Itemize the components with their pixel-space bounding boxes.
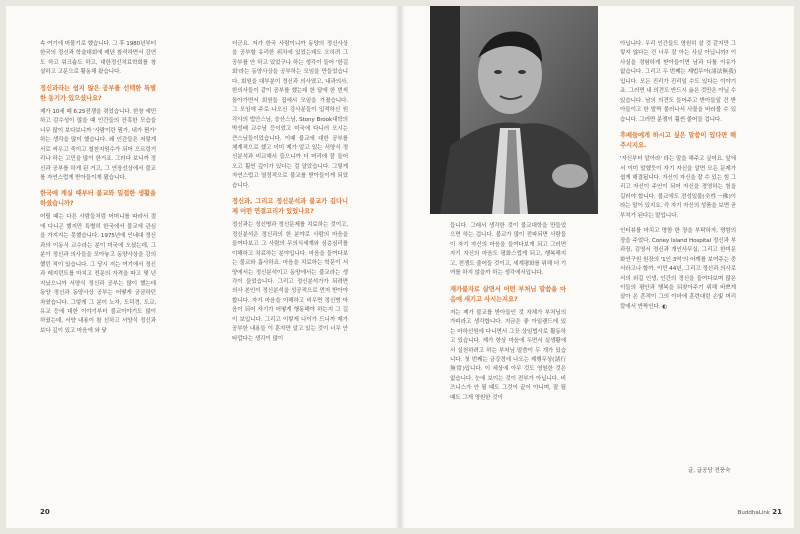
text-column-2 xyxy=(232,40,348,350)
paragraph: 듭니다. 그래서 생각한 것이 불교대학을 만들었으면 하는 겁니다. 불교가 많이 전파되면 사람들이 자기 자신의 마음을 들여다보게 되고 그러면 자기 자신의 마음도 평화스럽게 되고, 행복해지고, 전쟁도 줄어들 것이고, 세계평화를 위해 더 기여를 하지 않을까 하는 생각에서입니다. xyxy=(450,223,566,277)
left-page-number: 20 xyxy=(40,508,50,516)
paragraph xyxy=(620,227,736,312)
closing-paragraph: 인터뷰를 마치고 명함 한 장을 부탁하자, 명함의 장을 주었다. Coney Island Hospital 정신과 부과장, 김영서 정신과 개인사무실, 그리고 한미문화연구원 원장의 '1인 3역'의 어깨를 보여주는 중 서라고나 할까. 이민 44년, 그리고 정신과 의사로서의 외길 인생, 인간의 정신을 들여다보며 많은 이들의 평안과 행복을 되찾아주기 위해 바쁘게 살아 온 흔적이 그의 이마에 훈련대린 손빛 머리칼에서 반짝인다. xyxy=(620,228,736,310)
paragraph: 저는 제가 불교를 받아들인 것 자체가 부처님의 가피라고 생각합니다. 지금은 좋 아일랜드에 있는 마하선원에 다니면서 그곳 상임법사로 활동하고 있습니다. 제가 항상 마음에 두면서 실생활에서 실천하려고 하는 부처님 말씀이 두 개가 있습니다. 첫 번째는 금강경에 나오는 제행무상(諸行無常)입니다. 이 세상에 아무 것도 영원한 것은 없습니다. 눈에 보이는 것이 전부가 아닙니다. 비즈니스가 안 될 때도 그것이 끝이 아니며, 잘 될 때도 그게 영원한 것이 xyxy=(450,309,566,401)
paragraph: 속 여기에 머물기로 했습니다. 그 후 1980년부터 한국의 정신과 학술대회에 매년 참석하면서 강연도 하고 워크숍도 하고, 대한정신치료학회를 창설하고 고문으로 활동해 왔습니다. xyxy=(40,41,156,76)
text-column-3 xyxy=(450,222,566,409)
interview-question: 재가불자로 살면서 어떤 부처님 말씀을 마음에 새기고 사시는지요? xyxy=(450,285,566,303)
portrait-photo xyxy=(430,6,598,214)
text-column-1 xyxy=(40,40,156,342)
interview-question: 후배들에게 하시고 싶은 말씀이 있다면 해주시지요. xyxy=(620,132,736,150)
right-page-number: 21 xyxy=(772,508,782,516)
paragraph: 더군요. 저가 한국 사람이니까 동양의 정신사상을 공부할 유리한 위치에 있었는데도 오히려 그 공부를 안 하고 있었구나 하는 생각이 들어 '한길회'라는 동양사상을 공부하는 모임을 만들었습니다. 회원을 대부분이 정신과 의사였고, 내과의사, 한의사들이 같이 공부를 했는데 한 달에 한 번씩 돌아가면서 회원들 집에서 모임을 가졌습니다. 그 모임에 주로 나오신 강사분들이 입적하신 원각사의 법안스님, 숭산스님, Stony Brook대학의 박성배 교수님 등이었고 미국에 다니러 오시는 큰스님들이었습니다. 이때 불교에 대한 공부를 체계적으로 했고 이미 제가 알고 있는 서양식 정신분석과 비교해서 들으니까 더 머리에 잘 들어오고 훨씬 깊이가 있다는 걸 알았습니다. 그렇게 자연스럽고 열정적으로 불교를 받아들이게 되었습니다. xyxy=(232,41,348,189)
paragraph: 아닙니다. 우리 인간들도 영원히 살 것 같지만 그렇지 않다는 건 너무 잘 아는 사실 아닙니까? 이 사실을 경험하게 받아들이면 남과 다툴 이유가 없습니다. 그리고 두 번째는 제법무아(諸法無我)입니다. 모든 진리가 진리일 수도 있다는 이야기죠. 그러면 내 의견도 반드시 옳은 것만은 아닐 수 있습니다. 남의 의견도 들어주고 받아들일 건 받아들이고 한 발짝 물러나서 사물을 바라볼 수 있습니다. 그러면 분쟁이 훨씬 줄어들 겁니다. xyxy=(620,41,736,123)
author-byline: 글, 글공당 전풍숙 xyxy=(688,468,731,474)
page-gutter xyxy=(395,6,405,528)
interview-question: 한국에 계실 때부터 불교와 밀접한 생활을 하셨습니까? xyxy=(40,190,156,208)
paragraph: 어릴 때는 다른 사람들처럼 어머니를 따라서 절에 다니곤 했지만 특별히 한국에서 불교에 관심을 가지지는 못했습니다. 1975년에 인네대 정신과의 이동식 교수라는 분이 미국에 오셨는데, 그 분이 정신과 의사들을 모아놓고 동양사상을 강의했던 적이 있습니다. 그 당시 저는 여기에서 정신과 레지던트를 마치고 전문의 자격을 따고 몇 년 지났으니까 서양식 정신과 공부는 많이 했는데 동양 정신과 동양사상 공부는 어떻게 궁금하던 차였습니다. 그렇게 그 분이 노자, 도덕경, 도교, 유교 등에 대한 이야기부터 불교이야기도 많이 하셨는데, 서양 내용이 참 신하고 서양식 정신과보다 깊이 있고 마음에 와 닿 xyxy=(40,214,156,334)
end-mark-icon: ◐ xyxy=(662,303,667,310)
magazine-name: BuddhaLink xyxy=(737,510,770,516)
interview-question: 정신과라는 쉽지 않은 공부를 선택한 특별한 동기가 있으셨나요? xyxy=(40,84,156,102)
interview-question: 정신과, 그리고 정신분석과 불교가 깊다니 제 어떤 연결고리가 있었나요? xyxy=(232,198,348,216)
paragraph: 제가 10세 때 6.25전쟁을 겪었습니다. 한창 예민하고 감수성이 많을 때 인간들의 잔혹한 모습을 너무 많이 보다보니까 '사람이란 뭔가, 내가 뭔가' 하는 생각을 많이 했습니다. 왜 인간들은 저렇게 서로 싸우고 죽이고 철천지원수가 되어 으르렁거리나 하는 고민을 많이 한거죠. 그러다 보니까 정신과 공부를 하게 된 거고, 그 연장선상에서 불교를 자연스럽게 받아들이게 됐습니다. xyxy=(40,108,156,181)
paragraph: '자신부터 알아라' 라는 말을 해주고 싶어요. 앞에서 이미 말했듯이 자기 자신을 알면 모든 문제가 쉽게 해결됩니다. 자신이 자신을 잘 수 있는 힘 그리고 자신이 주인이 되어 자신을 경영하는 힘을 길러야 합니다. 불교에도 전성일불(全性一佛)이라는 말이 있지요. 즉 자기 자신의 성품을 보면 곧 부처가 된다는 말입니다. xyxy=(620,156,736,219)
portrait-photo-icon xyxy=(430,6,598,214)
text-column-4 xyxy=(620,40,736,318)
paragraph: 정신과는 정신병과 정신문제를 치료하는 것이고, 정신분석은 정신과의 한 분야로 사람의 마음을 들여다보고 그 사람의 무의식세계와 심층심리를 이해하고 치료하는 분야입니다. 마음을 들여다보는 불교와 흡사하죠. 마음을 치료하는 학문이 서양에서는 정신분석이고 동양에서는 불교라는 생각이 들었습니다. 그리고 정신분석가가 되려면 의사 본인이 정신분석을 성공적으로 먼저 받아야 합니다. 자기 마음을 이해하고 비우면 정신병 마음이 되어 자기가 어떻게 행동해야 하는지 그 길이 보입니다. 그리고 이렇게 나이가 드니까 제가 공부한 내용들 이 훈자만 알고 있는 것이 너무 안타깝다는 생각이 많이 xyxy=(232,222,348,342)
